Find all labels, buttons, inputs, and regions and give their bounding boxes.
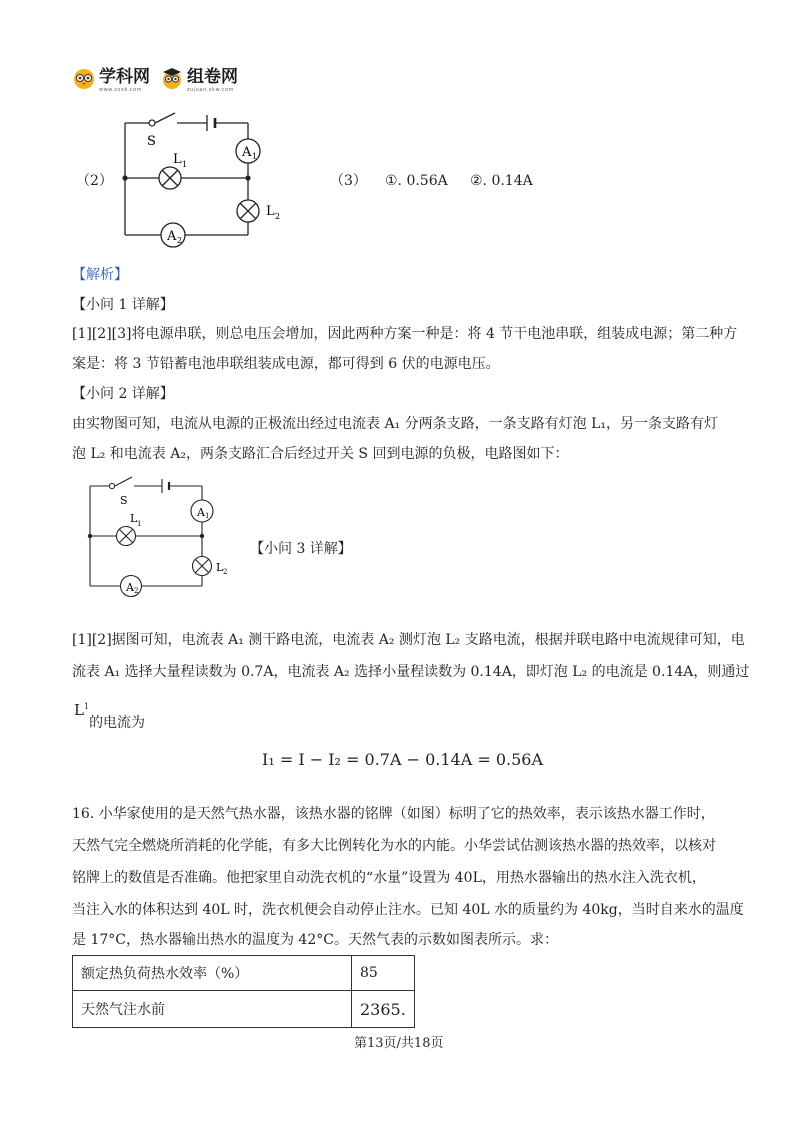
small-switch-label: S — [120, 494, 128, 507]
owl-graduate-icon — [160, 66, 184, 90]
q3-label: （3） — [330, 173, 367, 189]
sub2-line-2: 泡 L₂ 和电流表 A₂，两条支路汇合后经过开关 S 回到电源的负极，电路图如下： — [72, 446, 569, 462]
small-ammeter-a2-sub: 2 — [134, 587, 139, 595]
owl-icon — [72, 66, 96, 90]
table-row — [73, 956, 415, 991]
table-row — [73, 991, 415, 1028]
circuit-diagram-small — [82, 470, 242, 600]
logo-zxxk — [72, 62, 150, 93]
sub3-line-2: 流表 A₁ 选择大量程读数为 0.7A，电流表 A₂ 选择小量程读数为 0.14A，即灯泡 L₂ 的电流是 0.14A，则通过 — [72, 664, 750, 680]
heater-spec-table — [72, 955, 415, 1028]
table-cell: 85 — [352, 956, 415, 991]
small-bulb-l2-label: L — [216, 561, 224, 574]
table-cell: 天然气注水前 — [73, 991, 352, 1028]
circuit-diagram-large — [115, 105, 295, 250]
q16-line-4: 当注入水的体积达到 40L 时，洗衣机便会自动停止注水。已知 40L 水的质量约为 40kg，当时自来水的温度 — [72, 902, 744, 918]
l1-symbol-sub: 1 — [83, 702, 90, 711]
bulb-l1-sub: 1 — [182, 160, 188, 169]
table-cell: 2365. — [352, 991, 415, 1028]
sub3-title: 【小问 3 详解】 — [250, 541, 352, 557]
small-bulb-l2-sub: 2 — [223, 568, 228, 576]
logo-zujuan — [160, 62, 238, 93]
ammeter-a2-label: A — [167, 229, 177, 244]
sub1-line-1: [1][2][3]将电源串联，则总电压会增加，因此两种方案一种是：将 4 节干电池串联，组装成电源；第二种方 — [72, 326, 738, 342]
ammeter-a1-sub: 1 — [252, 152, 258, 161]
switch-contact — [149, 120, 155, 126]
ammeter-a1-label: A — [242, 145, 252, 160]
q16-line-3: 铭牌上的数值是否准确。他把家里自动洗衣机的“水量”设置为 40L，用热水器输出的热水注入洗衣机， — [72, 870, 706, 886]
small-ammeter-a1-sub: 1 — [205, 512, 210, 520]
sub2-line-1: 由实物图可知，电流从电源的正极流出经过电流表 A₁ 分两条支路，一条支路有灯泡 L₁，另一条支路有灯 — [72, 416, 718, 432]
logo2-sub: zujuan.xkw.com — [187, 87, 234, 93]
sub3-line-3-text: 的电流为 — [89, 715, 146, 731]
small-bulb-l1-label: L — [130, 512, 138, 525]
switch-label: S — [147, 134, 156, 149]
logo1-text: 学科网 — [99, 67, 150, 87]
formula: I₁ = I − I₂ = 0.7A − 0.14A = 0.56A — [262, 750, 544, 769]
bulb-l1-label: L — [173, 152, 182, 167]
logo2-text: 组卷网 — [187, 67, 238, 87]
logo1-sub: www.zxxk.com — [99, 87, 143, 93]
bulb-l2-sub: 2 — [275, 212, 281, 221]
small-ammeter-a2-label: A — [126, 581, 134, 594]
small-bulb-l1-sub: 1 — [137, 520, 142, 528]
q16-line-1: 16. 小华家使用的是天然气热水器，该热水器的铭牌（如图）标明了它的热效率，表示该热水器工作时， — [72, 806, 715, 822]
sub1-title: 【小问 1 详解】 — [72, 297, 174, 313]
sub1-line-2: 案是：将 3 节铅蓄电池串联组装成电源，都可得到 6 伏的电源电压。 — [72, 356, 500, 372]
q16-line-2: 天然气完全燃烧所消耗的化学能，有多大比例转化为水的内能。小华尝试估测该热水器的热效率，以核对 — [72, 838, 716, 854]
page-number: 第13页/共18页 — [354, 1036, 444, 1051]
small-ammeter-a1-label: A — [197, 506, 205, 519]
q3-answer-1: ①. 0.56A — [385, 173, 448, 189]
l1-symbol: L — [74, 701, 84, 719]
q3-answer-2: ②. 0.14A — [470, 173, 533, 189]
q16-line-5: 是 17°C，热水器输出热水的温度为 42°C。天然气表的示数如图表所示。求： — [72, 932, 558, 948]
analysis-tag: 【解析】 — [72, 267, 128, 283]
table-cell: 额定热负荷热水效率（%） — [73, 956, 352, 991]
bulb-l2-label: L — [266, 204, 275, 219]
sub3-line-1: [1][2]据图可知，电流表 A₁ 测干路电流，电流表 A₂ 测灯泡 L₂ 支路电流，根据并联电路中电流规律可知，电 — [72, 632, 745, 648]
sub2-title: 【小问 2 详解】 — [72, 386, 174, 402]
ammeter-a2-sub: 2 — [177, 236, 183, 245]
sub3-line-3 — [74, 701, 146, 731]
q2-label: （2） — [76, 173, 113, 189]
